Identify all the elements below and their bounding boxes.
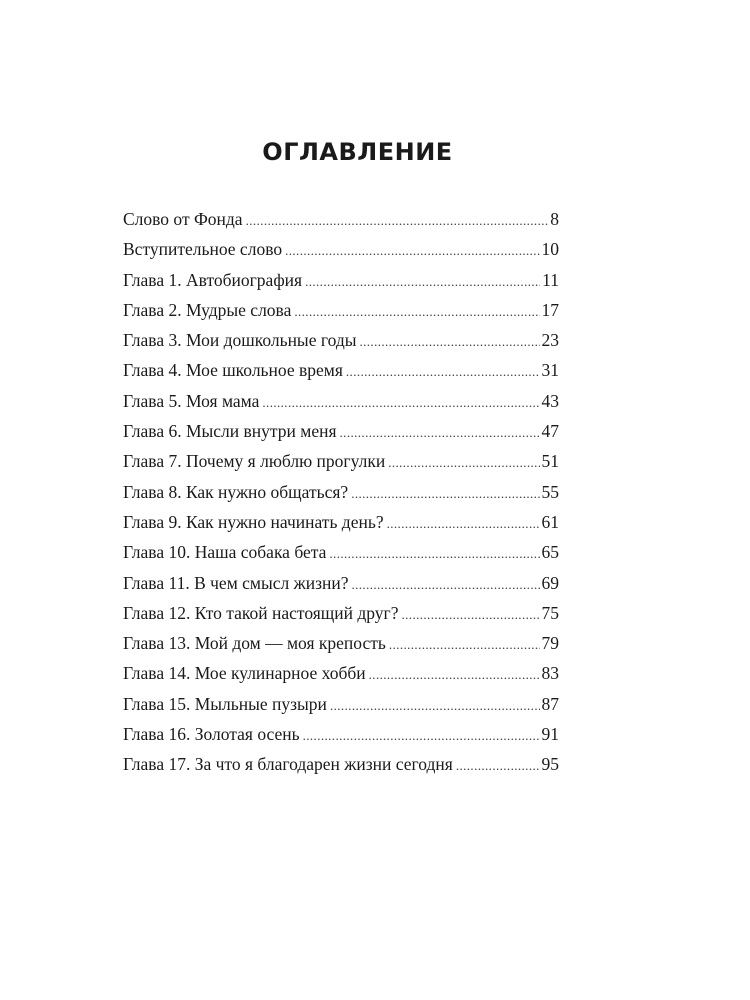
toc-entry-label: Глава 4. Мое школьное время bbox=[123, 360, 343, 381]
toc-entry-label: Глава 14. Мое кулинарное хобби bbox=[123, 663, 366, 684]
toc-entry-page-number: 51 bbox=[541, 451, 559, 472]
toc-entry-page-number: 95 bbox=[541, 754, 559, 775]
dot-leader bbox=[329, 539, 539, 569]
dot-leader bbox=[285, 236, 539, 266]
toc-entry bbox=[123, 689, 559, 719]
toc-entry-page-number: 65 bbox=[541, 542, 559, 563]
toc-entry bbox=[123, 507, 559, 537]
toc-entry-page-number: 10 bbox=[541, 239, 559, 260]
dot-leader bbox=[369, 660, 540, 690]
toc-entry bbox=[123, 386, 559, 416]
toc-entry-page-number: 79 bbox=[541, 633, 559, 654]
toc-entry-label: Глава 1. Автобиография bbox=[123, 269, 303, 290]
toc-entry bbox=[123, 355, 559, 385]
toc-entry-label: Глава 13. Мой дом — моя крепость bbox=[123, 633, 386, 654]
toc-entry bbox=[123, 628, 559, 658]
toc-entry-page-number: 55 bbox=[541, 481, 559, 502]
dot-leader bbox=[305, 267, 540, 297]
toc-entry-label: Глава 17. За что я благодарен жизни сегодня bbox=[123, 754, 453, 775]
toc-entry bbox=[123, 265, 559, 295]
dot-leader bbox=[389, 630, 540, 660]
toc-entry bbox=[123, 568, 559, 598]
toc-entry-label: Глава 6. Мысли внутри меня bbox=[123, 421, 337, 442]
toc-entry-page-number: 69 bbox=[541, 572, 559, 593]
toc-entry-label: Глава 15. Мыльные пузыри bbox=[123, 693, 327, 714]
toc-entry bbox=[123, 204, 559, 234]
toc-entry-label: Глава 12. Кто такой настоящий друг? bbox=[123, 602, 399, 623]
toc-entry-label: Глава 2. Мудрые слова bbox=[123, 299, 292, 320]
dot-leader bbox=[351, 570, 539, 600]
toc-entry-label: Глава 11. В чем смысл жизни? bbox=[123, 572, 349, 593]
page-title: ОГЛАВЛЕНИЕ bbox=[262, 138, 453, 166]
toc-entry-page-number: 17 bbox=[541, 299, 559, 320]
toc-entry-label: Глава 8. Как нужно общаться? bbox=[123, 481, 349, 502]
toc-entry-label: Глава 9. Как нужно начинать день? bbox=[123, 511, 384, 532]
toc-entry bbox=[123, 749, 559, 779]
toc-entry-page-number: 43 bbox=[541, 390, 559, 411]
toc-entry bbox=[123, 477, 559, 507]
toc-entry bbox=[123, 325, 559, 355]
toc-entry bbox=[123, 446, 559, 476]
dot-leader bbox=[294, 297, 539, 327]
dot-leader bbox=[303, 721, 540, 751]
toc-entry bbox=[123, 598, 559, 628]
toc-entry-page-number: 75 bbox=[541, 602, 559, 623]
toc-entry bbox=[123, 416, 559, 446]
toc-entry-page-number: 11 bbox=[542, 269, 559, 290]
toc-entry-page-number: 61 bbox=[541, 511, 559, 532]
dot-leader bbox=[346, 357, 540, 387]
dot-leader bbox=[387, 509, 540, 539]
toc-entry-label: Слово от Фонда bbox=[123, 209, 243, 229]
toc-entry bbox=[123, 234, 559, 264]
toc-entry-page-number: 31 bbox=[541, 360, 559, 381]
table-of-contents bbox=[123, 204, 559, 780]
toc-entry-page-number: 47 bbox=[541, 421, 559, 442]
dot-leader bbox=[359, 327, 539, 357]
toc-entry bbox=[123, 537, 559, 567]
toc-entry-page-number: 8 bbox=[550, 209, 559, 229]
dot-leader bbox=[388, 448, 539, 478]
toc-entry-label: Глава 5. Моя мама bbox=[123, 390, 260, 411]
toc-entry bbox=[123, 295, 559, 325]
toc-entry-page-number: 83 bbox=[541, 663, 559, 684]
dot-leader bbox=[262, 388, 539, 418]
dot-leader bbox=[330, 691, 540, 721]
toc-entry bbox=[123, 658, 559, 688]
toc-entry-page-number: 23 bbox=[541, 330, 559, 351]
toc-entry-label: Глава 7. Почему я люблю прогулки bbox=[123, 451, 386, 472]
toc-entry-label: Глава 16. Золотая осень bbox=[123, 724, 300, 745]
toc-entry-label: Глава 3. Мои дошкольные годы bbox=[123, 330, 357, 351]
toc-entry-label: Вступительное слово bbox=[123, 239, 283, 260]
toc-entry-label: Глава 10. Наша собака бета bbox=[123, 542, 327, 563]
toc-entry-page-number: 87 bbox=[541, 693, 559, 714]
toc-entry bbox=[123, 719, 559, 749]
dot-leader bbox=[340, 418, 540, 448]
dot-leader bbox=[351, 479, 539, 509]
dot-leader bbox=[402, 600, 540, 630]
dot-leader bbox=[246, 206, 549, 236]
toc-entry-page-number: 91 bbox=[541, 724, 559, 745]
dot-leader bbox=[456, 751, 540, 781]
